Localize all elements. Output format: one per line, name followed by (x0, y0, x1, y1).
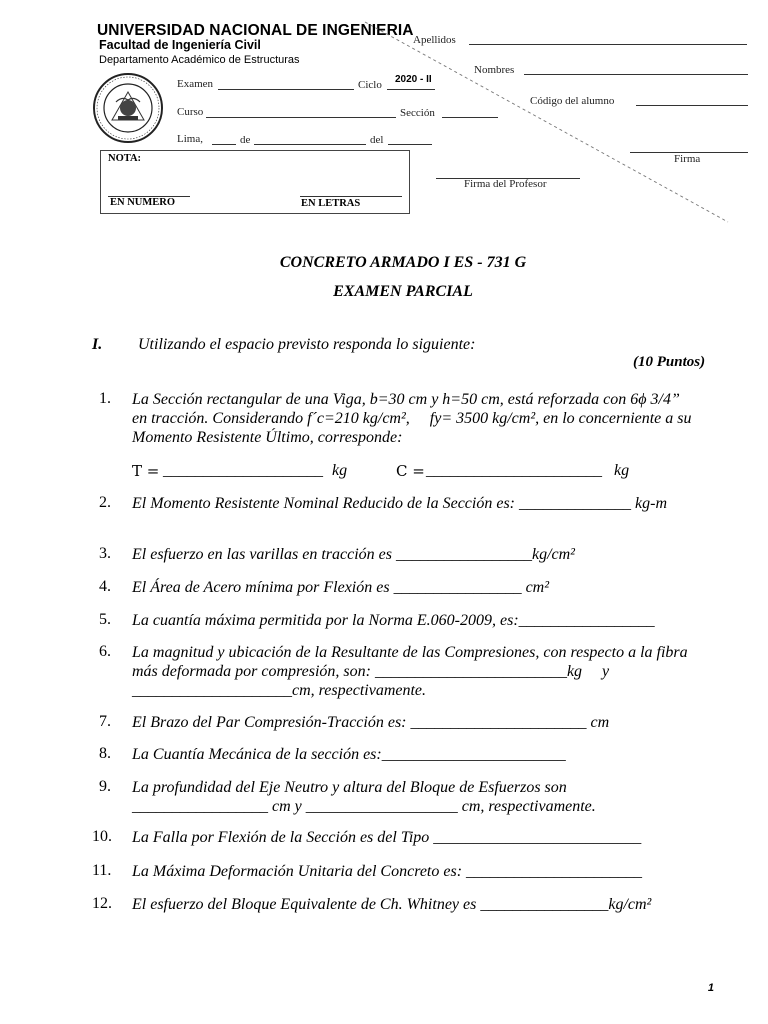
question-number: 4. (99, 578, 111, 595)
section-number: I. (92, 336, 103, 353)
question-number: 6. (99, 643, 111, 660)
nombres-label: Nombres (474, 64, 515, 76)
tension-blank[interactable]: ____________________ (163, 462, 323, 479)
firma-profesor-label: Firma del Profesor (464, 178, 547, 190)
question-text: La Máxima Deformación Unitaria del Concreto es: ______________________ (132, 863, 643, 880)
codigo-field[interactable] (636, 105, 748, 106)
question-text: El Área de Acero mínima por Flexión es ________________ cm² (132, 579, 550, 596)
question-number: 11. (92, 862, 112, 879)
question-text: La Cuantía Mecánica de la sección es:_______________________ (132, 746, 566, 763)
department-name: Departamento Académico de Estructuras (99, 54, 300, 66)
question-number: 1. (99, 390, 111, 407)
firma-label: Firma (674, 153, 701, 165)
ciclo-value: 2020 - II (395, 74, 432, 85)
tension-unit: kg (332, 462, 348, 479)
question-text: La magnitud y ubicación de la Resultante de las Compresiones, con respecto a la fibra más deformada por compresión, son: ________________________kg y ____________________cm, respectivamente. (132, 644, 688, 699)
faculty-name: Facultad de Ingeniería Civil (99, 38, 261, 52)
university-name: UNIVERSIDAD NACIONAL DE INGENIERIA (97, 22, 414, 39)
question-number: 3. (99, 545, 111, 562)
question-text: La Sección rectangular de una Viga, b=30 cm y h=50 cm, está reforzada con 6ϕ 3/4” en tracción. Considerando f´c=210 kg/cm², fy= 3500 kg/cm², en lo concerniente a su Momento Resistente Último, corresponde: (132, 391, 692, 446)
question-number: 8. (99, 745, 111, 762)
exam-title: EXAMEN PARCIAL (333, 283, 473, 300)
question-text: El Brazo del Par Compresión-Tracción es: ______________________ cm (132, 714, 610, 731)
question-number: 10. (92, 828, 112, 845)
ciclo-label: Ciclo (358, 79, 382, 91)
curso-label: Curso (177, 106, 204, 118)
question-number: 7. (99, 713, 111, 730)
nombres-field[interactable] (524, 74, 748, 75)
question-text: La cuantía máxima permitida por la Norma E.060-2009, es:_________________ (132, 612, 655, 629)
question-number: 9. (99, 778, 111, 795)
nota-label: NOTA: (108, 153, 142, 164)
section-points: (10 Puntos) (633, 354, 706, 370)
en-letras-label: EN LETRAS (301, 198, 361, 209)
del-label: del (370, 134, 384, 146)
page-number: 1 (707, 982, 714, 994)
tension-label: T = (132, 462, 160, 480)
question-text: El Momento Resistente Nominal Reducido de la Sección es: ______________ kg-m (132, 495, 667, 512)
compression-unit: kg (614, 462, 630, 479)
question-number: 12. (92, 895, 112, 912)
en-numero-label: EN NUMERO (110, 197, 176, 208)
seccion-label: Sección (400, 107, 435, 119)
question-text: El esfuerzo del Bloque Equivalente de Ch. Whitney es ________________kg/cm² (132, 896, 652, 913)
codigo-label: Código del alumno (530, 95, 615, 107)
compression-blank[interactable]: ______________________ (426, 462, 602, 479)
de-label: de (240, 134, 251, 146)
question-number: 5. (99, 611, 111, 628)
question-text: La Falla por Flexión de la Sección es del Tipo __________________________ (132, 829, 642, 846)
question-text: La profundidad del Eje Neutro y altura del Bloque de Esfuerzos son _________________ cm y ___________________ cm, respectivamente. (132, 779, 596, 815)
apellidos-field[interactable] (469, 44, 747, 45)
question-text: El esfuerzo en las varillas en tracción es _________________kg/cm² (132, 546, 575, 563)
question-number: 2. (99, 494, 111, 511)
compression-label: C = (396, 462, 425, 480)
apellidos-label: Apellidos (413, 34, 456, 46)
section-instruction: Utilizando el espacio previsto responda lo siguiente: (138, 336, 476, 353)
course-title: CONCRETO ARMADO I ES - 731 G (279, 254, 527, 271)
lima-label: Lima, (177, 133, 203, 145)
examen-label: Examen (177, 78, 214, 90)
fold-divider-line (0, 0, 768, 240)
